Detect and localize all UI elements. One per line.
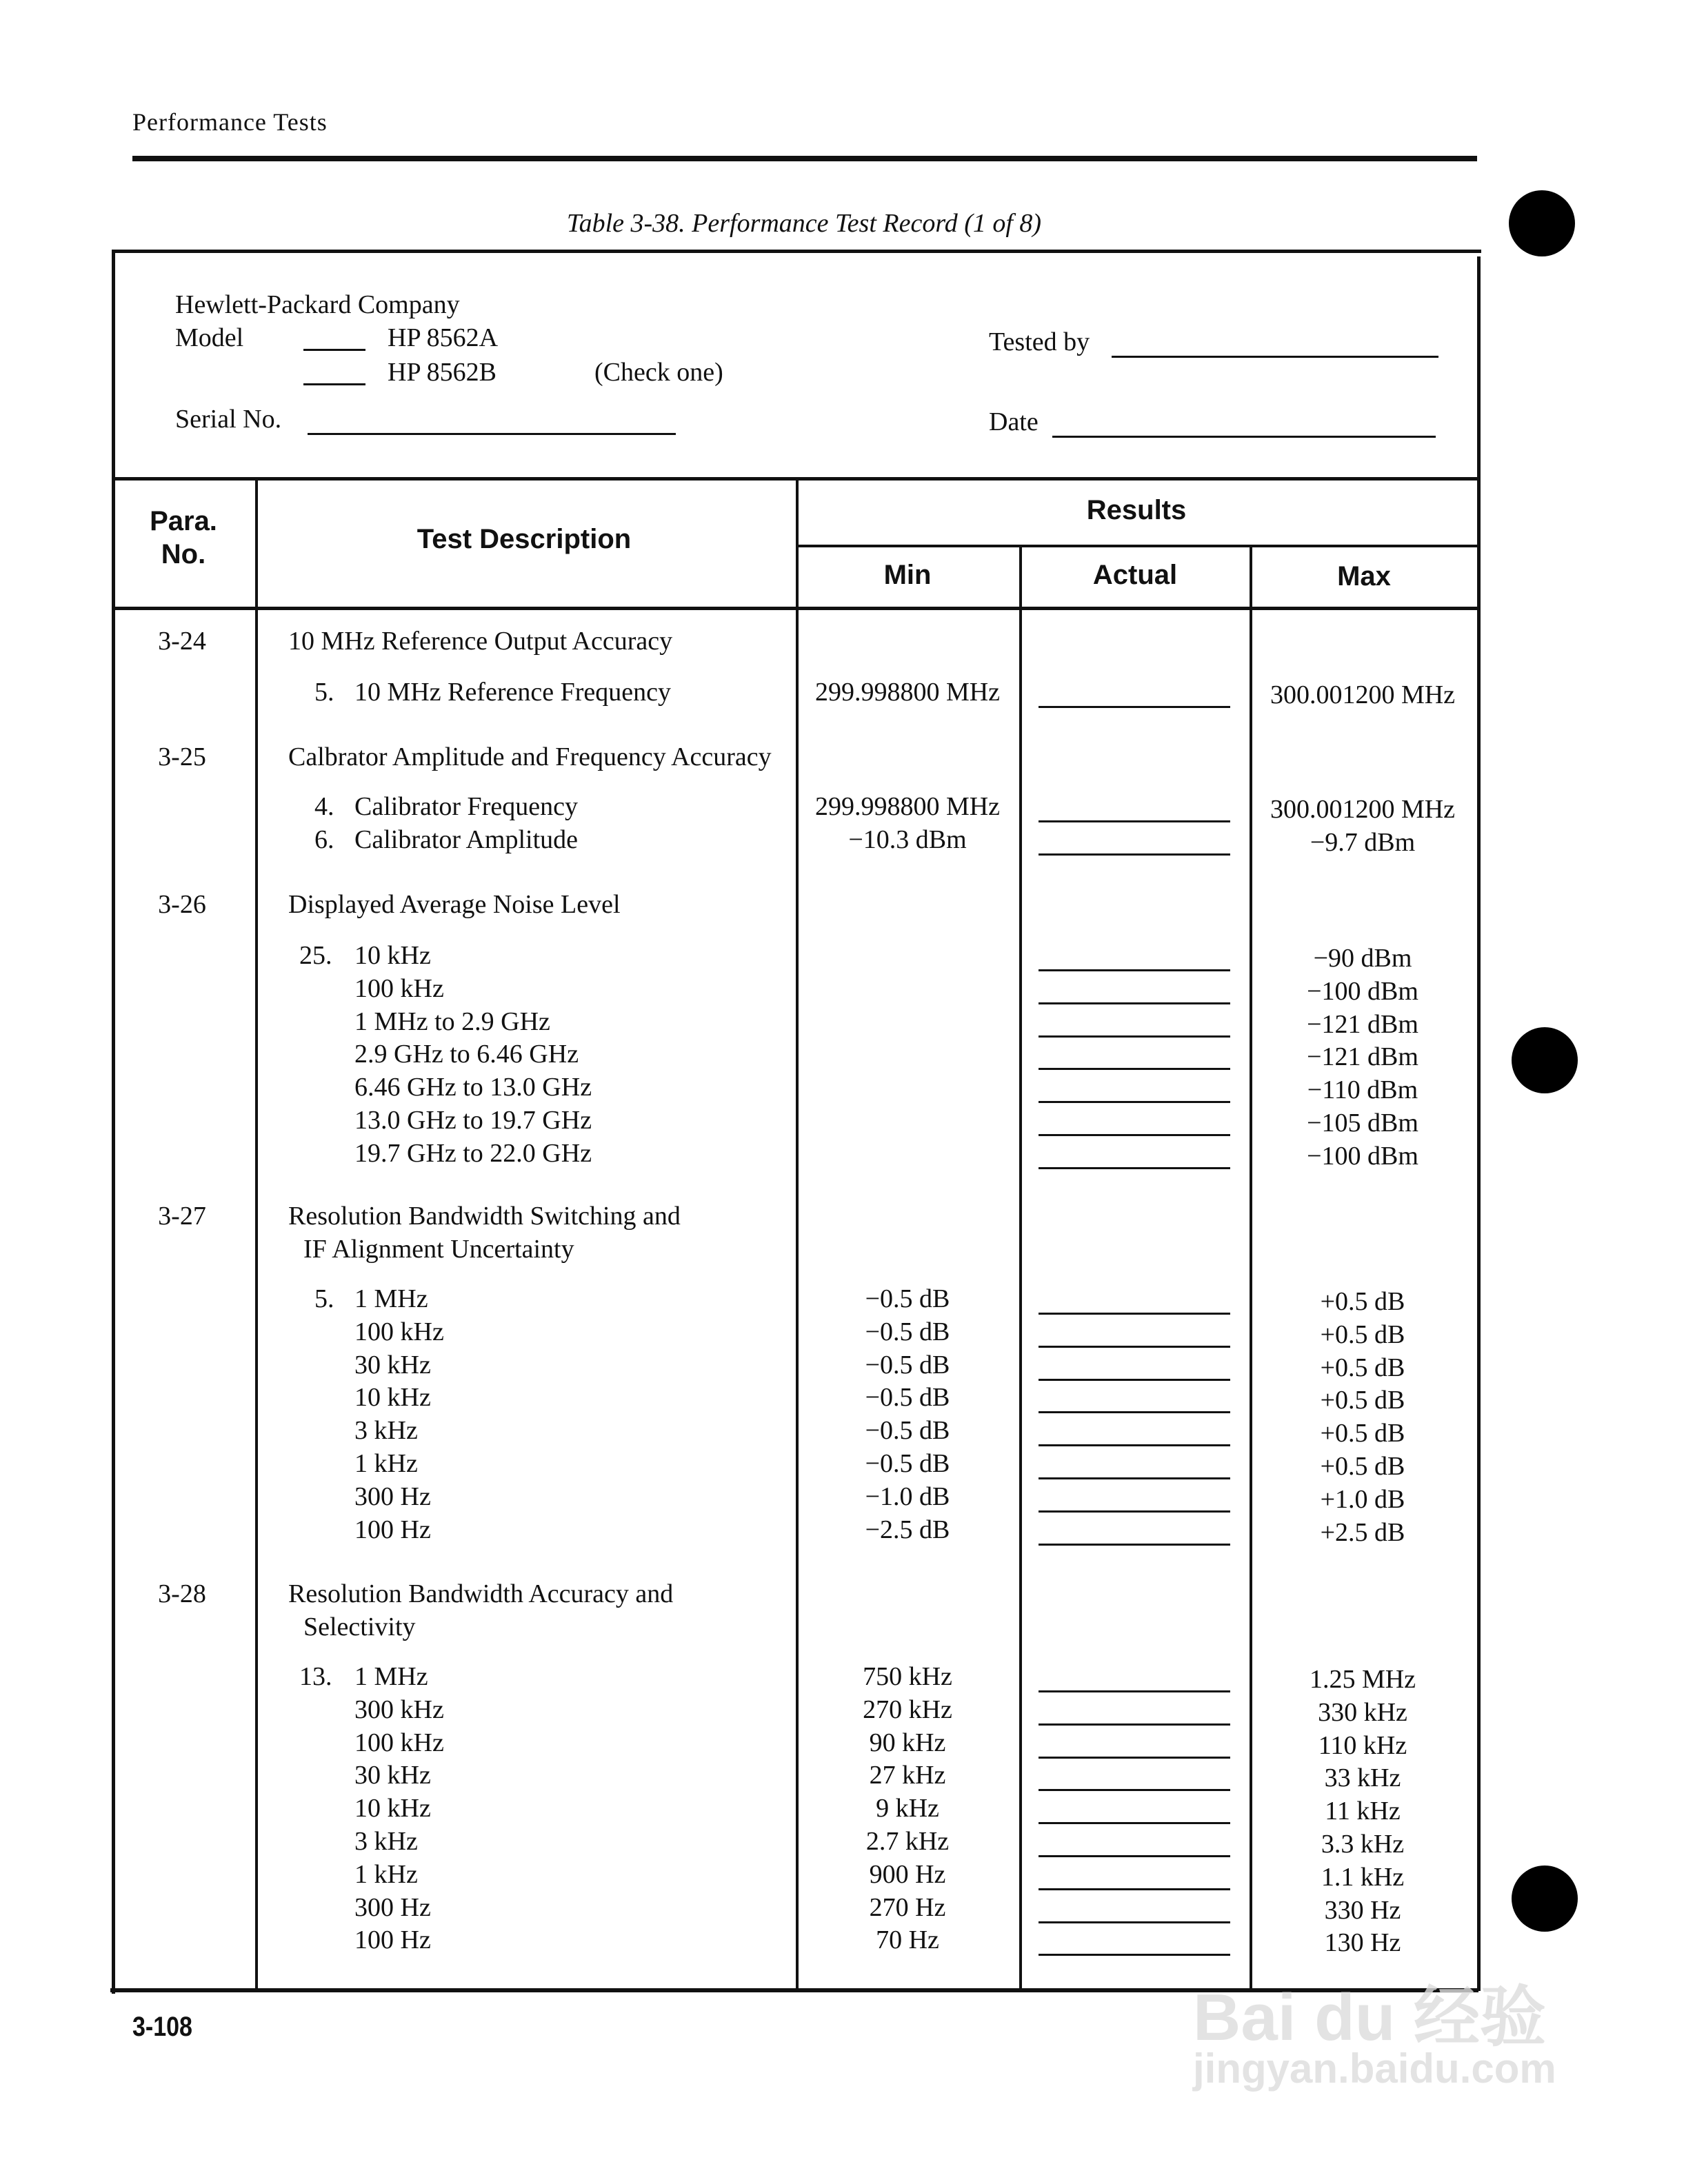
para-number: 3-26	[158, 890, 206, 919]
table-border-right	[1477, 256, 1481, 1991]
max-value: +2.5 dB	[1320, 1517, 1405, 1547]
test-item-label: 6.46 GHz to 13.0 GHz	[354, 1073, 592, 1102]
serial-label: Serial No.	[175, 405, 282, 434]
max-value: 33 kHz	[1324, 1763, 1401, 1793]
actual-result-field[interactable]	[1039, 706, 1230, 708]
table-border-top	[113, 250, 1481, 253]
max-value: 330 kHz	[1318, 1697, 1407, 1727]
actual-result-field[interactable]	[1039, 1068, 1230, 1070]
min-value: −0.5 dB	[865, 1350, 950, 1379]
max-value: +0.5 dB	[1320, 1353, 1405, 1382]
actual-result-field[interactable]	[1039, 1723, 1230, 1726]
actual-result-field[interactable]	[1039, 1444, 1230, 1446]
header-para-no-1: Para.	[150, 506, 217, 536]
para-number: 3-28	[158, 1579, 206, 1608]
max-value: 1.25 MHz	[1309, 1665, 1416, 1694]
min-value: 299.998800 MHz	[814, 792, 1001, 821]
header-para-no-2: No.	[161, 539, 206, 569]
actual-result-field[interactable]	[1039, 1757, 1230, 1759]
max-value: 130 Hz	[1324, 1928, 1401, 1958]
test-item-label: 3 kHz	[354, 1416, 418, 1446]
section-title: Selectivity	[303, 1612, 416, 1641]
min-value: −2.5 dB	[865, 1515, 950, 1544]
tested-by-label: Tested by	[989, 327, 1090, 356]
column-divider	[796, 477, 799, 1991]
model-a-label: HP 8562A	[388, 323, 499, 352]
test-item-label: 1 MHz	[354, 1662, 428, 1691]
step-number: 13.	[299, 1662, 332, 1691]
model-b-checkbox-line[interactable]	[303, 383, 365, 385]
serial-field[interactable]	[308, 433, 676, 435]
header-rule	[132, 156, 1477, 161]
max-value: −121 dBm	[1307, 1009, 1418, 1039]
test-item-label: 300 Hz	[354, 1892, 431, 1922]
test-item-label: 19.7 GHz to 22.0 GHz	[354, 1138, 592, 1168]
actual-result-field[interactable]	[1039, 1822, 1230, 1824]
running-header: Performance Tests	[132, 108, 328, 136]
max-value: −100 dBm	[1307, 976, 1418, 1006]
actual-result-field[interactable]	[1039, 1888, 1230, 1890]
actual-result-field[interactable]	[1039, 1855, 1230, 1857]
test-item-label: 300 kHz	[354, 1695, 444, 1724]
min-value: −0.5 dB	[865, 1317, 950, 1346]
max-value: 300.001200 MHz	[1270, 795, 1456, 824]
test-item-label: 100 kHz	[354, 973, 444, 1003]
test-item-label: 300 Hz	[354, 1482, 431, 1511]
actual-result-field[interactable]	[1039, 1379, 1230, 1381]
max-value: +1.0 dB	[1320, 1484, 1405, 1514]
min-value: −0.5 dB	[865, 1284, 950, 1313]
test-item-label: 3 kHz	[354, 1827, 418, 1856]
min-value: 70 Hz	[876, 1925, 939, 1955]
step-number: 25.	[299, 941, 332, 970]
min-value: −10.3 dBm	[848, 825, 967, 854]
section-title: IF Alignment Uncertainty	[303, 1235, 574, 1264]
page-number: 3-108	[132, 2012, 192, 2042]
actual-result-field[interactable]	[1039, 1313, 1230, 1315]
test-item-label: Calibrator Amplitude	[354, 825, 579, 854]
min-value: 270 kHz	[863, 1695, 952, 1724]
min-value: −0.5 dB	[865, 1383, 950, 1413]
test-item-label: 10 MHz Reference Frequency	[354, 678, 671, 707]
test-item-label: 100 Hz	[354, 1925, 431, 1955]
tested-by-field[interactable]	[1112, 356, 1438, 358]
min-value: 2.7 kHz	[865, 1827, 950, 1856]
max-value: 330 Hz	[1324, 1895, 1401, 1925]
min-value: −0.5 dB	[865, 1416, 950, 1446]
header-results: Results	[1086, 495, 1187, 525]
actual-result-field[interactable]	[1039, 820, 1230, 822]
section-title: Resolution Bandwidth Switching and	[288, 1202, 681, 1231]
step-number: 4.	[314, 792, 334, 821]
max-value: 3.3 kHz	[1321, 1830, 1405, 1859]
actual-result-field[interactable]	[1039, 1921, 1230, 1923]
column-divider	[255, 477, 258, 1991]
para-number: 3-27	[158, 1202, 206, 1231]
binder-hole-icon	[1512, 1027, 1578, 1093]
table-border-left	[112, 250, 115, 1994]
max-value: −110 dBm	[1307, 1075, 1418, 1105]
test-item-label: 100 kHz	[354, 1317, 444, 1346]
test-item-label: 10 kHz	[354, 941, 431, 970]
min-value: 9 kHz	[876, 1794, 939, 1823]
section-title: 10 MHz Reference Output Accuracy	[288, 627, 673, 656]
max-value: −90 dBm	[1313, 944, 1412, 973]
model-label: Model	[175, 323, 244, 352]
actual-result-field[interactable]	[1039, 1690, 1230, 1692]
max-value: +0.5 dB	[1320, 1287, 1405, 1316]
actual-result-field[interactable]	[1039, 853, 1230, 856]
test-item-label: 30 kHz	[354, 1350, 431, 1379]
max-value: 11 kHz	[1325, 1797, 1401, 1826]
actual-result-field[interactable]	[1039, 1510, 1230, 1513]
header-test-description: Test Description	[417, 524, 632, 554]
test-item-label: Calibrator Frequency	[354, 792, 578, 821]
min-value: −1.0 dB	[865, 1482, 950, 1511]
step-number: 5.	[314, 1284, 334, 1313]
max-value: −105 dBm	[1307, 1109, 1418, 1138]
min-value: 900 Hz	[869, 1859, 946, 1889]
test-item-label: 10 kHz	[354, 1794, 431, 1823]
results-sub-rule	[797, 545, 1480, 547]
min-value: 750 kHz	[863, 1662, 952, 1691]
table-caption: Table 3-38. Performance Test Record (1 of 8)	[566, 209, 1042, 238]
watermark-url: jingyan.baidu.com	[1193, 2045, 1556, 2092]
max-value: +0.5 dB	[1320, 1320, 1405, 1349]
section-title: Displayed Average Noise Level	[288, 890, 621, 919]
binder-hole-icon	[1509, 190, 1575, 256]
test-item-label: 1 MHz to 2.9 GHz	[354, 1007, 550, 1036]
actual-result-field[interactable]	[1039, 1035, 1230, 1038]
max-value: 300.001200 MHz	[1270, 680, 1456, 709]
section-title: Resolution Bandwidth Accuracy and	[288, 1579, 674, 1608]
test-item-label: 100 Hz	[354, 1515, 431, 1544]
max-value: −9.7 dBm	[1310, 827, 1416, 857]
max-value: −121 dBm	[1307, 1042, 1418, 1072]
test-item-label: 1 kHz	[354, 1449, 418, 1478]
test-item-label: 2.9 GHz to 6.46 GHz	[354, 1040, 579, 1069]
actual-result-field[interactable]	[1039, 1477, 1230, 1479]
header-min: Min	[883, 560, 932, 590]
test-item-label: 1 kHz	[354, 1859, 418, 1889]
model-a-checkbox-line[interactable]	[303, 349, 365, 351]
actual-result-field[interactable]	[1039, 1789, 1230, 1791]
actual-result-field[interactable]	[1039, 1954, 1230, 1956]
step-number: 5.	[314, 678, 334, 707]
actual-result-field[interactable]	[1039, 1167, 1230, 1169]
column-divider	[1019, 546, 1022, 1991]
min-value: 299.998800 MHz	[814, 678, 1001, 707]
max-value: 110 kHz	[1318, 1730, 1407, 1760]
column-divider	[1250, 546, 1252, 1991]
company-name: Hewlett-Packard Company	[175, 290, 460, 319]
min-value: 90 kHz	[869, 1728, 946, 1757]
header-actual: Actual	[1092, 560, 1178, 590]
max-value: +0.5 dB	[1320, 1386, 1405, 1415]
model-b-label: HP 8562B	[388, 358, 497, 387]
actual-result-field[interactable]	[1039, 1544, 1230, 1546]
date-field[interactable]	[1052, 436, 1436, 438]
check-one-note: (Check one)	[594, 358, 723, 387]
date-label: Date	[989, 407, 1039, 436]
actual-result-field[interactable]	[1039, 1002, 1230, 1004]
header-max: Max	[1337, 561, 1391, 592]
test-item-label: 1 MHz	[354, 1284, 428, 1313]
test-item-label: 13.0 GHz to 19.7 GHz	[354, 1106, 592, 1135]
test-item-label: 100 kHz	[354, 1728, 444, 1757]
min-value: −0.5 dB	[865, 1449, 950, 1478]
watermark-brand: Bai du 经验	[1193, 1981, 1547, 2054]
actual-result-field[interactable]	[1039, 969, 1230, 971]
actual-result-field[interactable]	[1039, 1101, 1230, 1103]
test-item-label: 30 kHz	[354, 1761, 431, 1790]
step-number: 6.	[314, 825, 334, 854]
actual-result-field[interactable]	[1039, 1346, 1230, 1348]
actual-result-field[interactable]	[1039, 1134, 1230, 1136]
max-value: +0.5 dB	[1320, 1452, 1405, 1481]
para-number: 3-24	[158, 627, 206, 656]
test-item-label: 10 kHz	[354, 1383, 431, 1413]
para-number: 3-25	[158, 742, 206, 771]
min-value: 270 Hz	[869, 1892, 946, 1922]
section-title: Calbrator Amplitude and Frequency Accuracy	[288, 742, 772, 771]
min-value: 27 kHz	[869, 1761, 946, 1790]
max-value: +0.5 dB	[1320, 1419, 1405, 1448]
binder-hole-icon	[1512, 1866, 1578, 1932]
actual-result-field[interactable]	[1039, 1411, 1230, 1413]
max-value: −100 dBm	[1307, 1141, 1418, 1171]
max-value: 1.1 kHz	[1321, 1862, 1405, 1892]
